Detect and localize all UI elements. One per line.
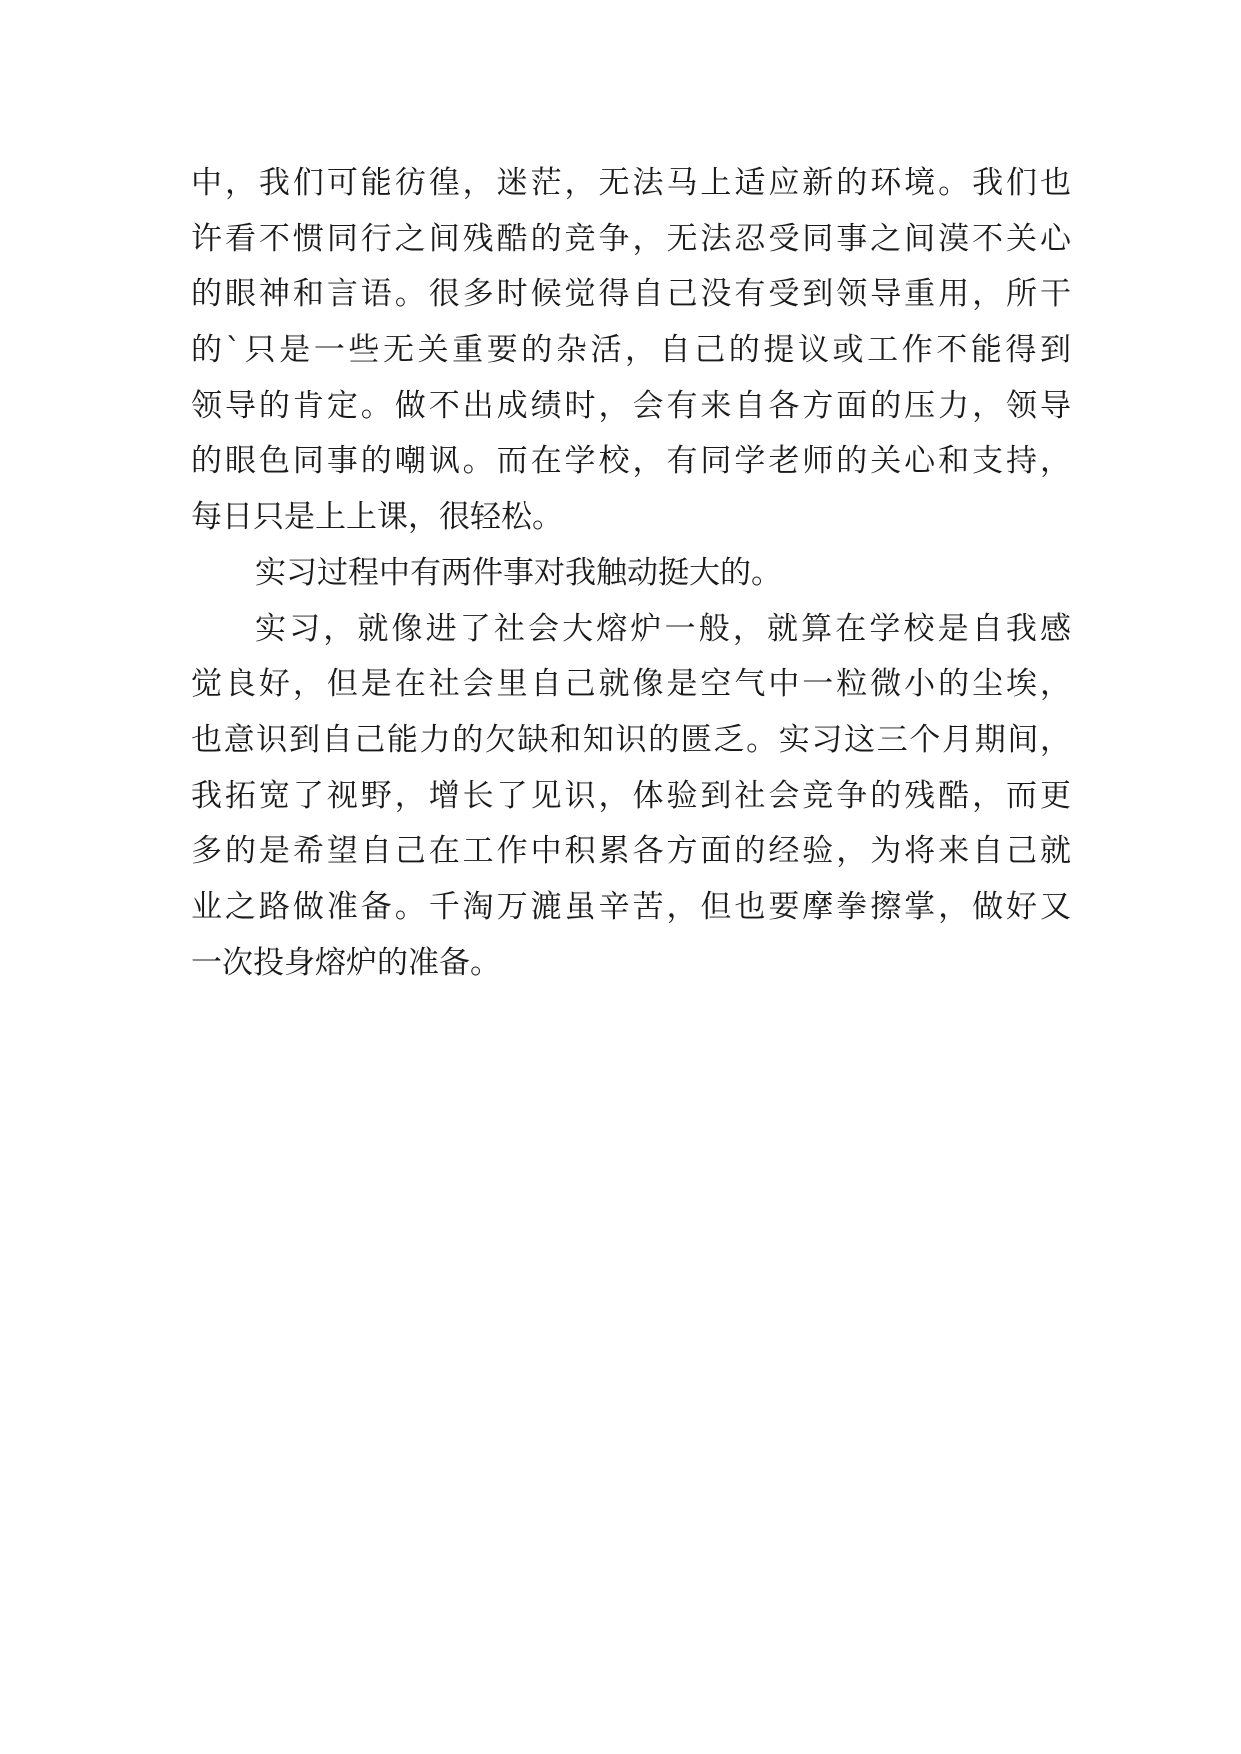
paragraph-1-line-1: 中，我们可能彷徨，迷茫，无法马上适应新的环境。我们也 [191, 165, 1071, 201]
paragraph-2-line-1: 实习过程中有两件事对我触动挺大的。 [255, 554, 782, 591]
paragraph-3-line-7: 一次投身熔炉的准备。 [191, 944, 501, 981]
paragraph-3-line-3: 也意识到自己能力的欠缺和知识的匮乏。实习这三个月期间， [191, 721, 1071, 758]
paragraph-3-line-1: 实习，就像进了社会大熔炉一般，就算在学校是自我感 [255, 610, 1071, 647]
paragraph-1-line-5: 领导的肯定。做不出成绩时，会有来自各方面的压力，领导 [191, 387, 1071, 424]
paragraph-1-line-4: 的`只是一些无关重要的杂活，自己的提议或工作不能得到 [191, 332, 1071, 369]
paragraph-3-line-2: 觉良好，但是在社会里自己就像是空气中一粒微小的尘埃， [191, 666, 1071, 703]
paragraph-3-line-4: 我拓宽了视野，增长了见识，体验到社会竞争的残酷，而更 [191, 777, 1071, 814]
paragraph-1-line-6: 的眼色同事的嘲讽。而在学校，有同学老师的关心和支持， [191, 443, 1071, 480]
body-text [191, 156, 1071, 991]
paragraph-1-line-7: 每日只是上上课，很轻松。 [191, 499, 563, 536]
paragraph-1-line-3: 的眼神和言语。很多时候觉得自己没有受到领导重用，所干 [191, 276, 1071, 313]
paragraph-3-line-6: 业之路做准备。千淘万漉虽辛苦，但也要摩拳擦掌，做好又 [191, 888, 1071, 925]
paragraph-3-line-5: 多的是希望自己在工作中积累各方面的经验，为将来自己就 [191, 833, 1071, 870]
paragraph-1-line-2: 许看不惯同行之间残酷的竞争，无法忍受同事之间漠不关心 [191, 220, 1071, 257]
